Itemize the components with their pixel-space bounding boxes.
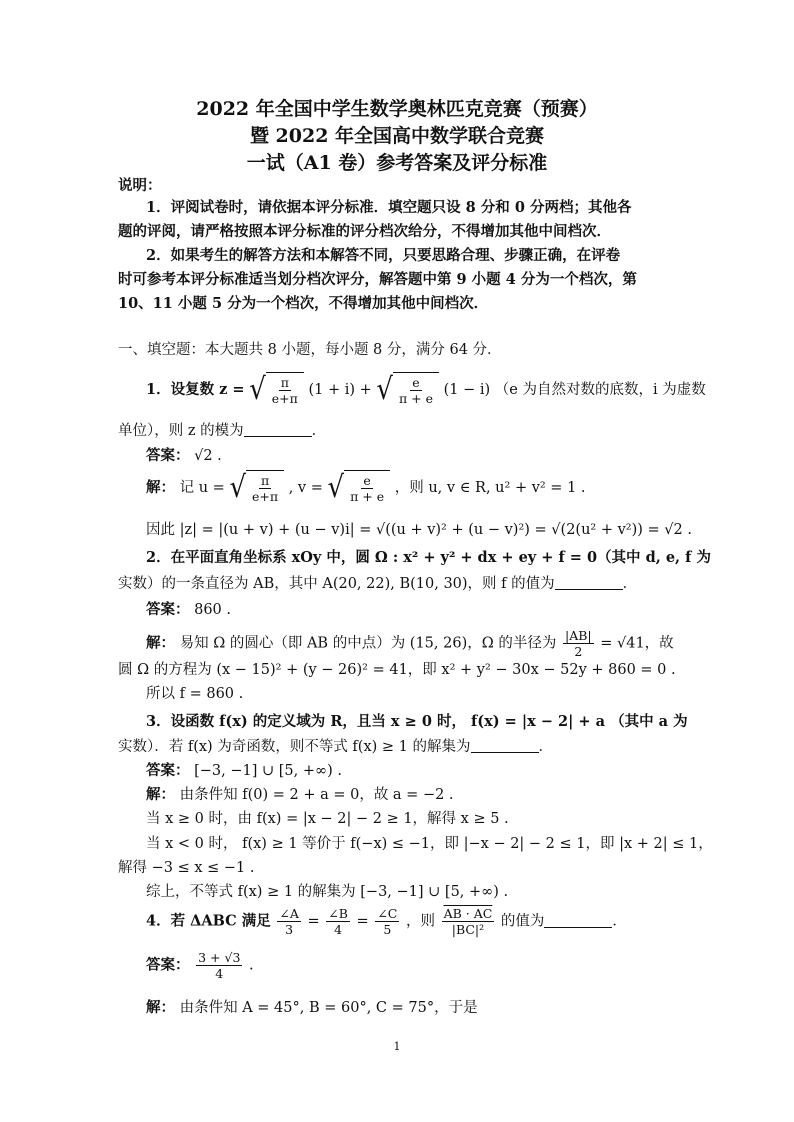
- q3-blank: [471, 738, 539, 753]
- q3-answer: 答案： [−3, −1] ∪ [5, +∞) .: [146, 762, 342, 779]
- q1-frac-1: $\frac{\pi}{e+\pi}$: [271, 375, 298, 406]
- q1-tail: （e 为自然对数的底数，i 为虚数: [494, 382, 706, 398]
- note-2: [118, 244, 678, 316]
- q2-answer: 答案： 860 .: [146, 601, 232, 618]
- q1-answer: [146, 444, 706, 465]
- q2-stem-2: 实数）的一条直径为 AB，其中 A(20, 22), B(10, 30)，则 f 的值为 ．: [118, 576, 638, 592]
- q3-solution-1: 解： 由条件知 f(0) = 2 + a = 0，故 a = −2 .: [146, 786, 454, 803]
- note-1-line-1: 1．评阅试卷时，请依据本评分标准．填空题只设 8 分和 0 分两档；其他各: [146, 199, 632, 216]
- page-number: 1: [393, 1040, 401, 1053]
- q1-frac-2: $\frac{e}{\pi + e}$: [398, 375, 434, 406]
- q1-stem-2: 单位），则 z 的模为 ．: [118, 423, 327, 439]
- note-2-line-3: 10、11 小题 5 分为一个档次，不得增加其他中间档次．: [118, 295, 489, 312]
- q1-solution: 解： 记 u = √ $\frac{\pi}{e+\pi}$ , v = √ $\frac{e}{\pi + e}$ ，则 u, v ∈ R, u² + v² = 1 .: [146, 470, 586, 506]
- q2-solution-2: 圆 Ω 的方程为 (x − 15)² + (y − 26)² = 41，即 x² + y² − 30x − 52y + 860 = 0 .: [118, 662, 676, 678]
- note-1: [118, 196, 678, 244]
- q1-sol-label: 解：: [146, 479, 175, 496]
- q4-stem: 4．若 ΔABC 满足 $\frac{\angle A}{3}$ = $\frac{\angle B}{4}$ = $\frac{\angle C}{5}$ ，则 $\frac{AB \cdot AC}{\text{|BC|²}}$ 的值为 ．: [146, 906, 627, 937]
- q1-answer-label: 答案：: [146, 447, 190, 464]
- title-line-3: 一试（A1 卷）参考答案及评分标准: [246, 152, 548, 174]
- title-line-1: 2022 年全国中学生数学奥林匹克竞赛（预赛）: [196, 98, 598, 120]
- q4-solution-1: 解： 由条件知 A = 45°, B = 60°, C = 75°，于是: [146, 999, 478, 1016]
- q1-one-plus-i: (1 + i) +: [308, 382, 372, 398]
- q4-blank: [544, 913, 612, 928]
- notes-label: 说明：: [118, 177, 162, 194]
- q1-solution-2: 因此 |z| = |(u + v) + (u − v)i| = √((u + v)² + (u − v)²) = √(2(u² + v²)) = √2 .: [146, 522, 692, 538]
- q3-solution-5: 综上，不等式 f(x) ≥ 1 的解集为 [−3, −1] ∪ [5, +∞) .: [146, 884, 509, 900]
- q1-blank: [244, 422, 312, 437]
- q3-solution-3: 当 x < 0 时， f(x) ≥ 1 等价于 f(−x) ≤ −1，即 |−x − 2| − 2 ≤ 1，即 |x + 2| ≤ 1，: [146, 836, 713, 852]
- q3-solution-4: 解得 −3 ≤ x ≤ −1 .: [118, 860, 255, 876]
- note-1-line-2: 题的评阅，请严格按照本评分标准的评分档次给分，不得增加其他中间档次．: [118, 223, 611, 240]
- q3-stem-1: 3．设函数 f(x) 的定义域为 R，且当 x ≥ 0 时， f(x) = |x − 2| + a （其中 a 为: [146, 713, 688, 730]
- title-line-2: 暨 2022 年全国高中数学联合竞赛: [249, 125, 545, 147]
- q2-radius-frac: $\frac{|AB|}{2}$: [564, 628, 592, 659]
- q2-solution-1: 解： 易知 Ω 的圆心（即 AB 的中点）为 (15, 26)，Ω 的半径为 $\frac{|AB|}{2}$ = √41，故: [146, 628, 674, 659]
- q2-stem-1: 2．在平面直角坐标系 xOy 中，圆 Ω : x² + y² + dx + ey + f = 0（其中 d, e, f 为: [146, 549, 711, 566]
- q1-sqrt-1: √ $\frac{\pi}{e+\pi}$: [249, 372, 304, 408]
- q2-blank: [555, 575, 623, 590]
- section-heading-fill-in: 一、填空题：本大题共 8 小题，每小题 8 分，满分 64 分．: [118, 342, 502, 358]
- note-2-line-1: 2．如果考生的解答方法和本解答不同，只要思路合理、步骤正确，在评卷: [146, 247, 621, 264]
- q1-one-minus-i: (1 − i): [443, 382, 491, 398]
- q1-lead: 1．设复数 z =: [146, 381, 245, 398]
- q4-answer: 答案： $\frac{3 + √3}{4}$ .: [146, 950, 254, 981]
- q1-sqrt-2: √ $\frac{e}{\pi + e}$: [376, 372, 439, 408]
- q1-answer-value: √2 .: [194, 448, 222, 464]
- note-2-line-2: 时可参考本评分标准适当划分档次评分，解答题中第 9 小题 4 分为一个档次，第: [118, 271, 637, 288]
- q3-solution-2: 当 x ≥ 0 时，由 f(x) = |x − 2| − 2 ≥ 1，解得 x ≥ 5 .: [146, 811, 509, 827]
- q3-stem-2: 实数）．若 f(x) 为奇函数，则不等式 f(x) ≥ 1 的解集为 ．: [118, 739, 553, 755]
- q1-stem: [146, 372, 706, 408]
- q2-solution-3: 所以 f = 860 .: [146, 686, 244, 702]
- document-title: [0, 96, 794, 177]
